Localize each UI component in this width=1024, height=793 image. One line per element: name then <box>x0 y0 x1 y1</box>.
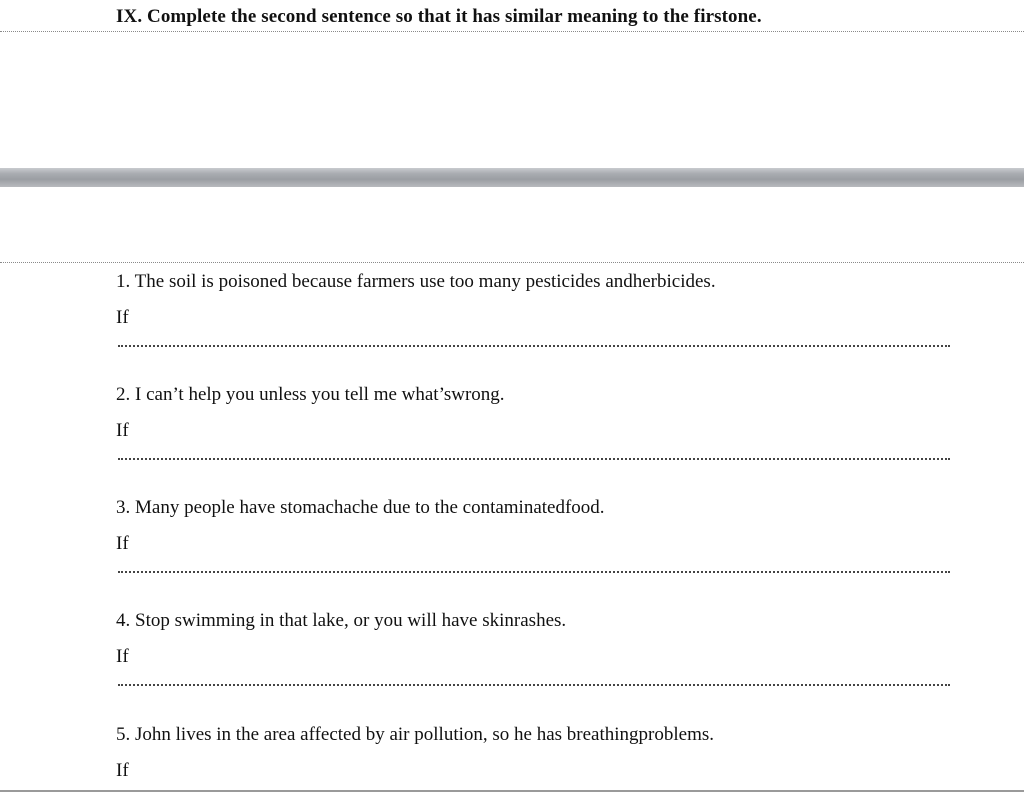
question-2 <box>116 384 956 441</box>
question-5 <box>116 724 956 781</box>
question-text: 5. John lives in the area affected by air pollution, so he has breathingproblems. <box>116 724 714 745</box>
question-1 <box>116 271 956 328</box>
question-text: 2. I can’t help you unless you tell me what’swrong. <box>116 384 505 405</box>
page-top <box>0 0 1024 170</box>
question-text: 1. The soil is poisoned because farmers use too many pesticides andherbicides. <box>116 271 716 292</box>
header-dotted-divider <box>0 31 1024 32</box>
page-bottom-edge <box>0 790 1024 792</box>
answer-line[interactable] <box>118 571 950 573</box>
question-3 <box>116 497 956 554</box>
answer-prompt: If <box>116 533 129 554</box>
answer-line[interactable] <box>118 345 950 347</box>
answer-line[interactable] <box>118 458 950 460</box>
section-dotted-divider <box>0 262 1024 263</box>
question-text: 3. Many people have stomachache due to the contaminatedfood. <box>116 497 605 518</box>
answer-prompt: If <box>116 307 129 328</box>
answer-prompt: If <box>116 420 129 441</box>
answer-prompt: If <box>116 646 129 667</box>
page-separator <box>0 168 1024 187</box>
answer-line[interactable] <box>118 684 950 686</box>
question-4 <box>116 610 956 667</box>
question-text: 4. Stop swimming in that lake, or you will have skinrashes. <box>116 610 567 631</box>
answer-prompt: If <box>116 760 129 781</box>
exercise-heading: IX. Complete the second sentence so that it has similar meaning to the firstone. <box>116 6 762 27</box>
